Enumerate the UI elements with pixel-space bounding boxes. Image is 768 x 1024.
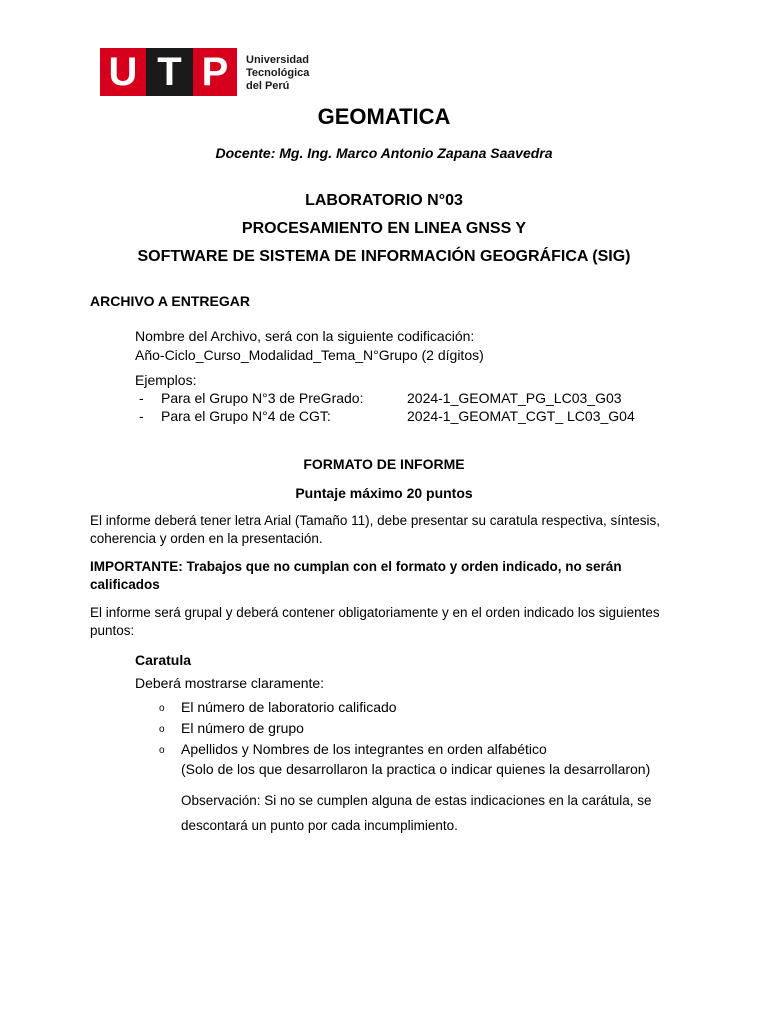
example-dash: - [139,408,144,424]
document-title: GEOMATICA [317,104,451,129]
caratula-item-3: Apellidos y Nombres de los integrantes en orden alfabético [181,741,547,757]
utp-logo [100,48,237,96]
examples-label: Ejemplos: [135,372,197,388]
bullet-icon: o [159,745,165,756]
lab-subtitle-1: PROCESAMIENTO EN LINEA GNSS Y [241,220,527,237]
archivo-line-2: Año-Ciclo_Curso_Modalidad_Tema_N°Grupo (2 dígitos) [135,347,484,363]
logo-name-line: del Perú [246,80,290,92]
example-dash: - [139,390,144,406]
caratula-intro: Deberá mostrarse claramente: [135,675,325,691]
lab-subtitle-2: SOFTWARE DE SISTEMA DE INFORMACIÓN GEOGRÁFICA (SIG) [137,248,631,265]
example-value: 2024-1_GEOMAT_PG_LC03_G03 [407,390,622,406]
caratula-item-2: El número de grupo [181,720,304,736]
caratula-item-3-note: (Solo de los que desarrollaron la practica o indicar quienes la desarrollaron) [181,761,651,777]
puntaje-line: Puntaje máximo 20 puntos [295,485,473,501]
important-note: IMPORTANTE: Trabajos que no cumplan con el formato y orden indicado, no serán [90,559,622,574]
logo-name-line: Tecnológica [246,67,310,79]
archivo-heading: ARCHIVO A ENTREGAR [90,293,250,309]
formato-heading: FORMATO DE INFORME [303,456,465,472]
logo-university-name [246,54,309,93]
logo-letter-p: P [201,50,229,94]
formato-paragraph-2: El informe será grupal y deberá contener obligatoriamente y en el orden indicado los siguientes [90,605,660,620]
formato-paragraph-1-cont: coherencia y orden en la presentación. [90,531,323,546]
observacion-line-2: descontará un punto por cada incumplimiento. [181,818,458,833]
logo-name-line: Universidad [246,54,309,66]
lab-number: LABORATORIO N°03 [305,192,463,209]
observacion-line-1: Observación: Si no se cumplen alguna de estas indicaciones en la carátula, se [181,793,652,808]
formato-paragraph-1: El informe deberá tener letra Arial (Tamaño 11), debe presentar su caratula respectiva, síntesis, [90,513,661,528]
bullet-icon: o [159,703,165,714]
example-label: Para el Grupo N°4 de CGT: [161,408,331,424]
docente-line: Docente: Mg. Ing. Marco Antonio Zapana Saavedra [215,145,553,161]
logo-letter-t: T [146,48,193,96]
logo-letter-u: U [108,50,138,94]
archivo-line-1: Nombre del Archivo, será con la siguiente codificación: [135,328,475,344]
formato-paragraph-2-cont: puntos: [90,623,135,638]
caratula-heading: Caratula [135,652,192,668]
important-note-cont: calificados [90,577,160,592]
example-label: Para el Grupo N°3 de PreGrado: [161,390,364,406]
bullet-icon: o [159,724,165,735]
example-value: 2024-1_GEOMAT_CGT_ LC03_G04 [407,408,635,424]
caratula-item-1: El número de laboratorio calificado [181,699,397,715]
